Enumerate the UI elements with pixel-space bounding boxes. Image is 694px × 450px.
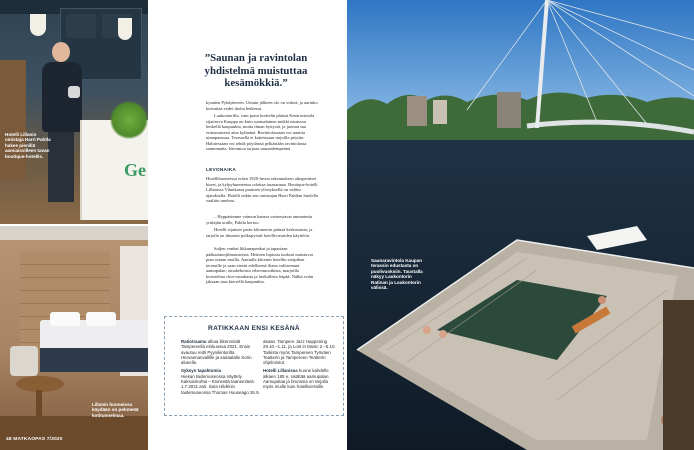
body-paragraph-4: – Hyppäsimme vaimon kanssa varteestavat ammatesta yrittäjän uralle, Pahtla kertoo.	[206, 214, 313, 225]
info-heading-hotel: Hotelli Lillanissa	[263, 368, 298, 374]
info-box-col-2	[263, 339, 337, 390]
body-intro: kymäen Pyhäjärveen. Uinnin jälkeen olo on virkeä, ja aurinko kuivattaa vedet iholta hetkessä.	[206, 100, 318, 111]
caption-cafe: Hotelli Lillanin omistaja Harri Pahtla hakee pienillä aamiaisvilleen tavan boutique-hotellis.	[5, 132, 51, 159]
body-paragraph-2: Laukontorilla, vain parin korttelin päässä Kesäravintola sijaitseva Kauppa on kuin suomalainen mökki nautossa keskellä kaupunkia, mutta ilman hyttysiä, ja juomat saa erinomaisesti aina kylmänä. Ravintolassaan voi nauttia uimapaussaa. Terassella ei kaiteissaan tarjoilla pöytiin. Halutessaan voi tehdä pöydänsä pelkästään ravintolassa saunomatta. Ideointoa tarjoaa saunanlempeänä.	[206, 113, 315, 151]
photo-floating-sauna	[347, 0, 694, 450]
info-box-title: RATIKKAAN ENSI KESÄNÄ	[208, 325, 300, 332]
river-scene-illustration	[347, 0, 694, 450]
info-text-festivals: akaan. Tampere Jazz Happening 29.10.–1.11. ja Lost in Music 2.–5.10. Tarkista myös Tampereen Työväen Teatterin ja Tampereen Teatterin ohjelmistot.	[263, 339, 336, 366]
caption-room: Lillanin huoneissa käydään on pehmeää kotitunnelmaa.	[92, 402, 139, 418]
info-text-tram: alkaa liikennöidä Tampereella elokuussa 2021. Ensin avautuu reitti Pyynikintorilta Hervannanvallille ja sairaalalle Sorin alueelle.	[181, 339, 252, 366]
body-paragraph-5: Hotelli sijaitsee parin kilometrin päässä keskustasta, ja tarjolla on ilmaiset polkupyörät hotellivieraiden käyttöön.	[206, 227, 313, 238]
section-subhead: LEVONAIKA	[206, 168, 237, 173]
info-text-hotel: huone kahdelle alkaen 185 e, sisältää aamupalan. Aamupalaa ja brunssia on tarjolla myös muille kuin hotellivieraille.	[263, 368, 330, 390]
body-paragraph-3: Hotellihuoneessa eräen 1920-luvun rakennuksen aikaperäiset hirret, ja kylpyhuoneessa odottaa tasasaunaa. Boutique-hotelli Lillanissa Vihnikassa puuinen ylöstyksellä on valittu ajatuksella. Hotelli onkin sen omistajan Harri Pahtlan huolella vaalittu unelma.	[206, 176, 318, 203]
info-heading-tram: Ratiotraamu	[181, 339, 207, 344]
caption-pool: Saunaravintola Kaupan terassin edustasta on puolivuoksiin. Taustalla näkyy Laukontorin Ratinan ja Laukontorin välissä.	[371, 258, 423, 291]
photo-hotel-room	[0, 226, 148, 450]
pull-quote: ”Saunan ja ravintolan yhdistelmä muistuttaa kesämökkiä.”	[204, 52, 308, 90]
page-folio: 48 MATKAOPAS 7/2020	[6, 437, 63, 442]
info-box	[164, 316, 344, 416]
body-paragraph-6: Suljen vanhat likkunapenkat ja tapasiaan pääkartanojilmausteista. Heinien lupissia tuoksut maistuvat pian osiaan muilla. Aamulla kiirenin hotellin sisäpihan terassille ja saan eteeni edellisenä iltana valitsemani aamupalan: omakehoista vihersmoothista, marjoilla koristeltua chia-vanukasta ja herkullista leipää. Nälkä eväät jaksaan taas kierrellä kaupunkia.	[206, 246, 314, 284]
photo-cafe-host	[0, 0, 148, 224]
cafe-sign-text: Ge	[124, 160, 146, 180]
info-text-events: Hiekan taidemuseossa näyttely Kaksoiskohta – Esineistä taanemiteiä 1.7.2021 asti. Sara Hildénin taidemuseossa Thomas Houseago 26.9.	[181, 373, 260, 395]
info-box-col-1	[181, 339, 261, 395]
info-heading-events: Syksyn tapahtumia	[181, 368, 222, 374]
